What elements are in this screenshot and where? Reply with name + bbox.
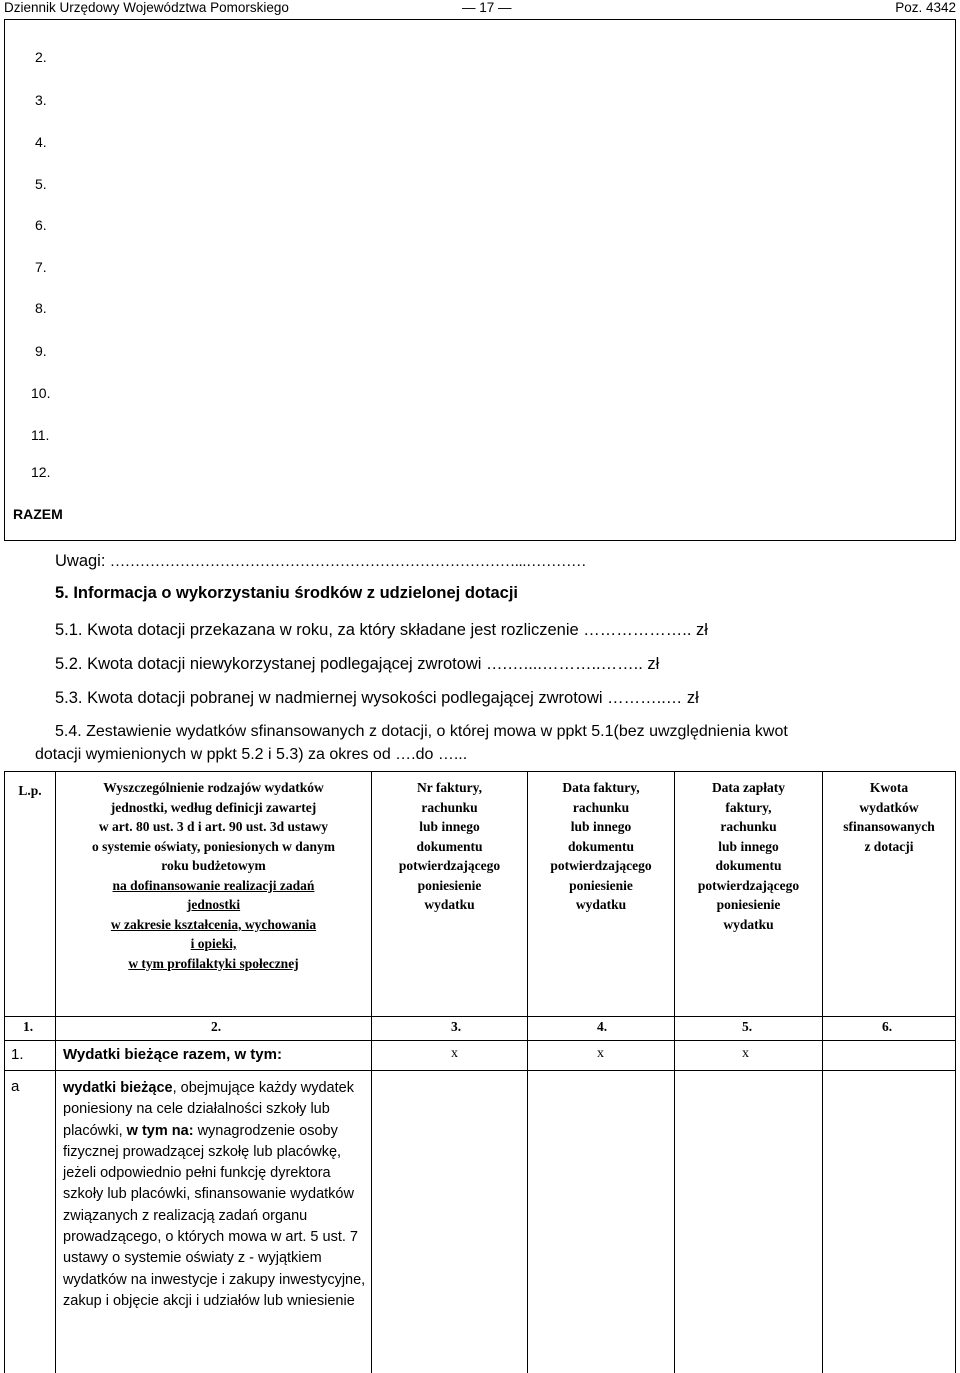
col-number: 4. [597,1019,608,1034]
row-number: 10. [31,385,51,401]
col-number: 3. [451,1019,462,1034]
col-number: 2. [211,1019,222,1034]
page-header [4,0,956,20]
page-number: — 17 — [462,0,512,15]
item-5-2: 5.2. Kwota dotacji niewykorzystanej podlegającej zwrotowi ….…....………..…….. zł [55,655,660,673]
col-header-amount: Kwota wydatków sfinansowanych z dotacji [843,780,935,854]
total-label: RAZEM [13,506,63,522]
col-number: 6. [882,1019,893,1034]
row-number: 11. [31,427,50,443]
row-number: 3. [35,92,47,108]
x-mark: x [597,1046,604,1061]
col-number: 1. [23,1019,34,1034]
row-number: 7. [35,259,47,275]
remarks-label: Uwagi: [55,552,106,570]
row-description: wydatki bieżące, obejmujące każdy wydatek poniesiony na cele działalności szkoły lub placówki, w tym na: wynagrodzenie osoby fizycznej prowadzącej szkołę lub placówkę, jeżeli odpowiednio pełni funkcję dyrektora szkoły lub placówki, sfinansowanie wydatków związanych z realizacją zadań organu prowadzącego, o których mowa w art. 5 ust. 7 ustawy o systemie oświaty z - wyjątkiem wydatków na inwestycje i zakupy inwestycyjne, zakup i objęcie akcji i udziałów lub wniesienie [63,1080,366,1309]
table-border-right [955,20,956,540]
row-number: 6. [35,217,47,233]
col-number: 5. [742,1019,753,1034]
table-line [822,771,823,1373]
remarks [55,552,586,571]
row-label: Wydatki bieżące razem, w tym: [63,1046,282,1063]
row-number: 1. [11,1046,24,1063]
item-5-4-line2: dotacji wymienionych w ppkt 5.2 i 5.3) za okres od ….do …... [35,746,468,763]
row-number: 4. [35,134,47,150]
row-number: 12. [31,464,51,480]
position-number: Poz. 4342 [895,0,956,15]
row-number: 2. [35,49,47,65]
table-line [955,771,956,1373]
col-header-payment-date: Data zapłaty faktury, rachunku lub innego dokumentu potwierdzającego poniesienie wydatku [697,780,800,932]
x-mark: x [742,1046,749,1061]
table-border-bottom [4,540,956,541]
col-header-invoice-number: Nr faktury, rachunku lub innego dokumentu potwierdzającego poniesienie wydatku [398,780,501,912]
col-header-invoice-date: Data faktury, rachunku lub innego dokumentu potwierdzającego poniesienie wydatku [550,780,652,912]
table-line [4,1016,956,1017]
row-number: 9. [35,343,47,359]
row-letter: a [11,1078,20,1095]
col-header-description: Wyszczególnienie rodzajów wydatków jednostki, według definicji zawartej w art. 80 ust. 3 d i art. 90 ust. 3d ustawy o systemie oświaty, poniesionych w danym roku budżetowym na dofinansowanie realizacji zadań jednostki w zakresie kształcenia, wychowania i opieki, w tym profilaktyki społecznej [91,780,336,971]
row-number: 5. [35,176,47,192]
table-line [4,771,5,1373]
table-border-left [4,20,5,540]
item-5-1: 5.1. Kwota dotacji przekazana w roku, za który składane jest rozliczenie ……………….. zł [55,621,708,639]
col-header-lp: L.p. [18,783,42,798]
x-mark: x [451,1046,458,1061]
section-title: 5. Informacja o wykorzystaniu środków z udzielonej dotacji [55,584,519,602]
journal-title: Dziennik Urzędowy Województwa Pomorskiego [4,0,289,15]
table-line [4,1040,956,1041]
item-5-3: 5.3. Kwota dotacji pobranej w nadmiernej wysokości podlegającej zwrotowi ………..… zł [55,689,699,707]
table-line [4,1070,956,1071]
table-line [4,771,956,772]
remarks-dots: ………………………………………………………………………...………… [110,554,587,570]
row-number: 8. [35,300,47,316]
item-5-4-line1: 5.4. Zestawienie wydatków sfinansowanych z dotacji, o której mowa w ppkt 5.1(bez uwzględnienia kwot [55,723,788,740]
